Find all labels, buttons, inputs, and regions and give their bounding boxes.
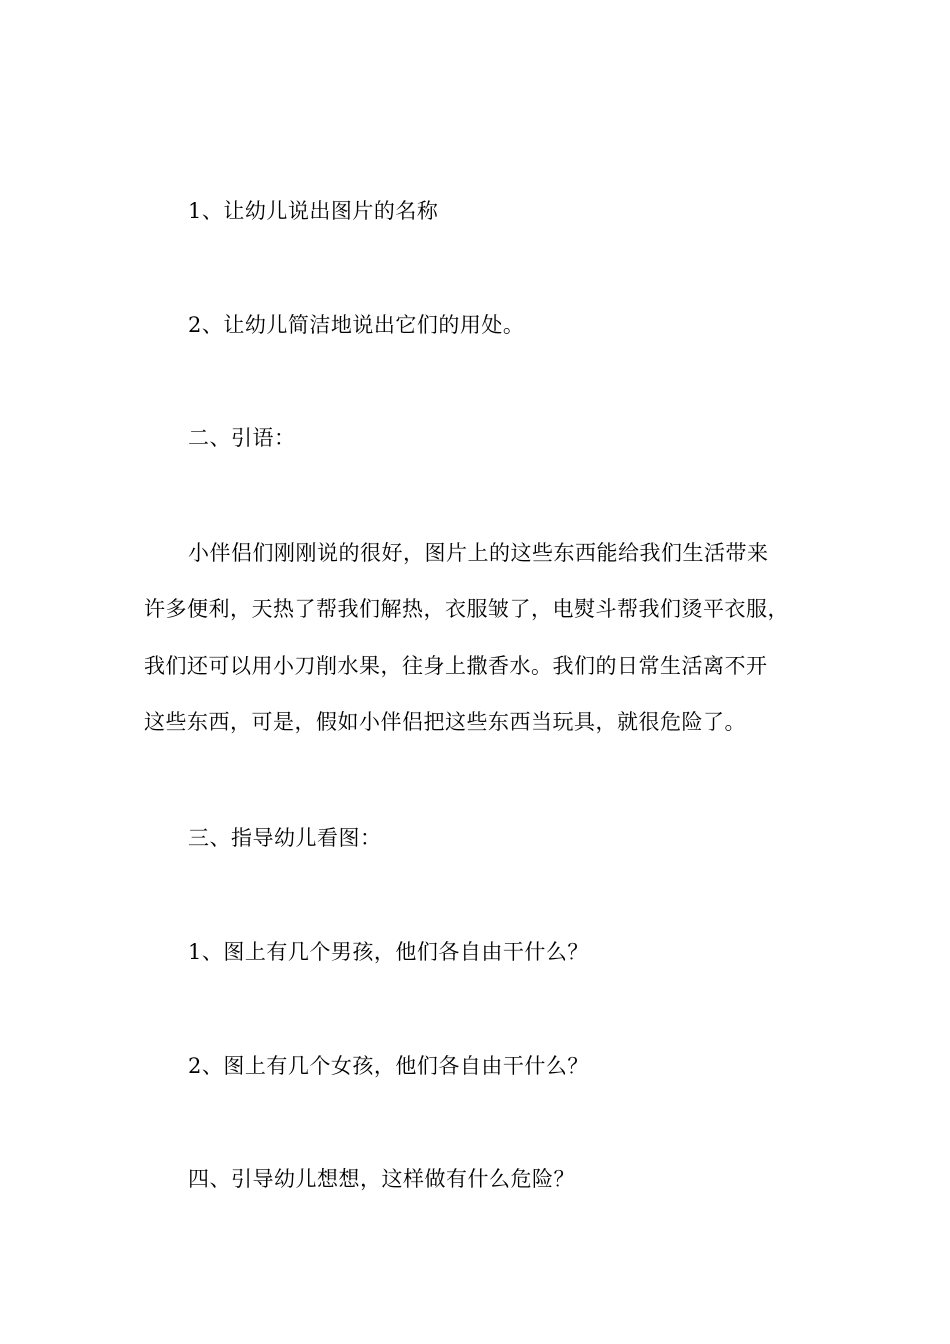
section-heading-guide: 三、指导幼儿看图： xyxy=(188,826,382,850)
paragraph-line: 这些东西，可是，假如小伴侣把这些东西当玩具，就很危险了。 xyxy=(144,710,746,734)
list-item-boys: 1、图上有几个男孩，他们各自由干什么？ xyxy=(188,940,589,964)
paragraph-line: 小伴侣们刚刚说的很好，图片上的这些东西能给我们生活带来 xyxy=(188,541,769,565)
paragraph-line: 许多便利，天热了帮我们解热，衣服皱了，电熨斗帮我们烫平衣服， xyxy=(144,597,789,621)
list-item-uses: 2、让幼儿简洁地说出它们的用处。 xyxy=(188,313,525,337)
paragraph-line: 我们还可以用小刀削水果，往身上撒香水。我们的日常生活离不开 xyxy=(144,654,768,678)
section-heading-intro: 二、引语： xyxy=(188,426,296,450)
list-item-picture-names: 1、让幼儿说出图片的名称 xyxy=(188,199,439,223)
list-item-girls: 2、图上有几个女孩，他们各自由干什么？ xyxy=(188,1054,589,1078)
section-heading-danger: 四、引导幼儿想想，这样做有什么危险？ xyxy=(188,1167,575,1191)
